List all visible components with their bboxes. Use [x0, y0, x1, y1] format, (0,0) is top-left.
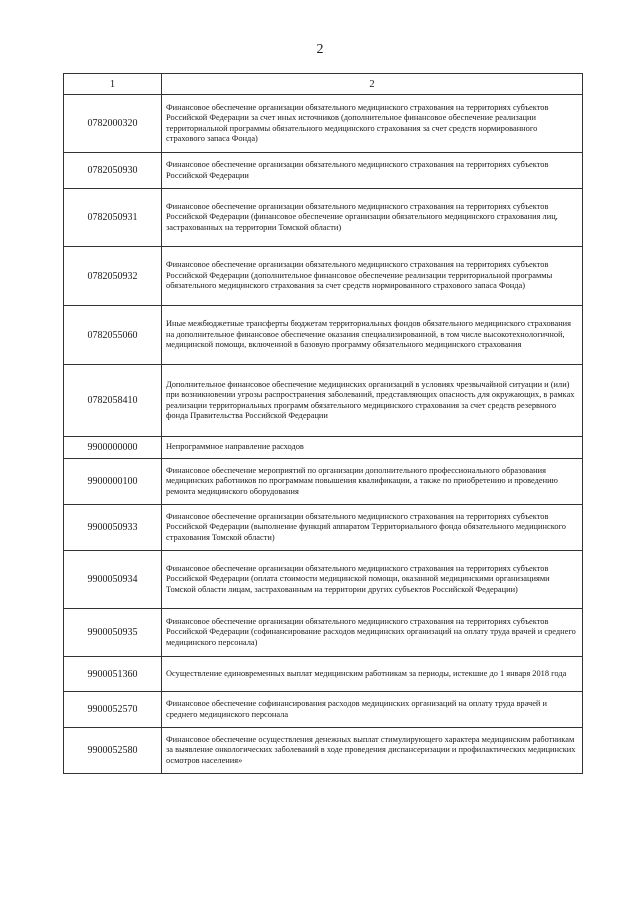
- row-description: Финансовое обеспечение организации обязательного медицинского страхования на территориях субъектов Российской Федерации: [162, 153, 583, 189]
- table-row: [64, 95, 583, 153]
- row-description: Финансовое обеспечение организации обязательного медицинского страхования на территориях субъектов Российской Федерации (выполнение функций аппаратом Территориального фонда обязательного медицинского страхования Томской области): [162, 505, 583, 551]
- row-description: Иные межбюджетные трансферты бюджетам территориальных фондов обязательного медицинского страхования на дополнительное финансовое обеспечение оказания специализированной, в том числе высокотехнологичной, медицинской помощи, включенной в базовую программу обязательного медицинского страхования: [162, 306, 583, 365]
- row-code: 0782050932: [64, 247, 162, 306]
- table-row: [64, 153, 583, 189]
- table-row: [64, 365, 583, 437]
- row-description: Финансовое обеспечение мероприятий по организации дополнительного профессионального образования медицинских работников по программам повышения квалификации, а также по приобретению и проведению ремонта медицинского оборудования: [162, 459, 583, 505]
- column-header-description: 2: [162, 74, 583, 95]
- table-row: [64, 551, 583, 609]
- row-description: Финансовое обеспечение организации обязательного медицинского страхования на территориях субъектов Российской Федерации (финансовое обеспечение организации обязательного медицинского страхования лиц, застрахованных на территории Томской области): [162, 189, 583, 247]
- row-code: 9900000100: [64, 459, 162, 505]
- row-description: Непрограммное направление расходов: [162, 437, 583, 459]
- row-description: Финансовое обеспечение софинансирования расходов медицинских организаций на оплату труда врачей и среднего медицинского персонала: [162, 692, 583, 728]
- table-body: [64, 95, 583, 774]
- table-row: [64, 657, 583, 692]
- table-header: [64, 74, 583, 95]
- row-code: 9900000000: [64, 437, 162, 459]
- classification-table: [63, 73, 583, 774]
- row-code: 9900052580: [64, 728, 162, 774]
- table-row: [64, 189, 583, 247]
- row-description: Финансовое обеспечение организации обязательного медицинского страхования на территориях субъектов Российской Федерации (оплата стоимости медицинской помощи, оказанной медицинскими организациями Томской области лицам, застрахованным на территории других субъектов Российской Федерации): [162, 551, 583, 609]
- row-code: 0782050931: [64, 189, 162, 247]
- row-code: 0782058410: [64, 365, 162, 437]
- row-description: Осуществление единовременных выплат медицинским работникам за периоды, истекшие до 1 января 2018 года: [162, 657, 583, 692]
- row-code: 9900050933: [64, 505, 162, 551]
- table-row: [64, 459, 583, 505]
- table-row: [64, 609, 583, 657]
- row-code: 0782055060: [64, 306, 162, 365]
- table-row: [64, 437, 583, 459]
- page-number: 2: [316, 42, 324, 57]
- table-row: [64, 505, 583, 551]
- row-code: 9900050934: [64, 551, 162, 609]
- row-code: 9900051360: [64, 657, 162, 692]
- row-code: 9900052570: [64, 692, 162, 728]
- table-row: [64, 692, 583, 728]
- row-description: Дополнительное финансовое обеспечение медицинских организаций в условиях чрезвычайной ситуации и (или) при возникновении угрозы распространения заболеваний, представляющих опасность для окружающих, в рамках реализации территориальных программ обязательного медицинского страхования за счет средств резервного фонда Правительства Российской Федерации: [162, 365, 583, 437]
- row-description: Финансовое обеспечение организации обязательного медицинского страхования на территориях субъектов Российской Федерации (дополнительное финансовое обеспечение реализации территориальной программы обязательного медицинского страхования за счет средств нормированного страхового запаса Фонда): [162, 247, 583, 306]
- row-description: Финансовое обеспечение осуществления денежных выплат стимулирующего характера медицинским работникам за выявление онкологических заболеваний в ходе проведения диспансеризации и профилактических медицинских осмотров населения»: [162, 728, 583, 774]
- row-description: Финансовое обеспечение организации обязательного медицинского страхования на территориях субъектов Российской Федерации за счет иных источников (дополнительное финансовое обеспечение реализации территориальной программы обязательного медицинского страхования за счет средств нормированного страхового запаса Фонда): [162, 95, 583, 153]
- table-row: [64, 728, 583, 774]
- row-code: 9900050935: [64, 609, 162, 657]
- column-header-code: 1: [64, 74, 162, 95]
- header-row: [64, 74, 583, 95]
- row-description: Финансовое обеспечение организации обязательного медицинского страхования на территориях субъектов Российской Федерации (софинансирование расходов медицинских организаций на оплату труда врачей и среднего медицинского персонала): [162, 609, 583, 657]
- row-code: 0782000320: [64, 95, 162, 153]
- table-row: [64, 306, 583, 365]
- table-row: [64, 247, 583, 306]
- row-code: 0782050930: [64, 153, 162, 189]
